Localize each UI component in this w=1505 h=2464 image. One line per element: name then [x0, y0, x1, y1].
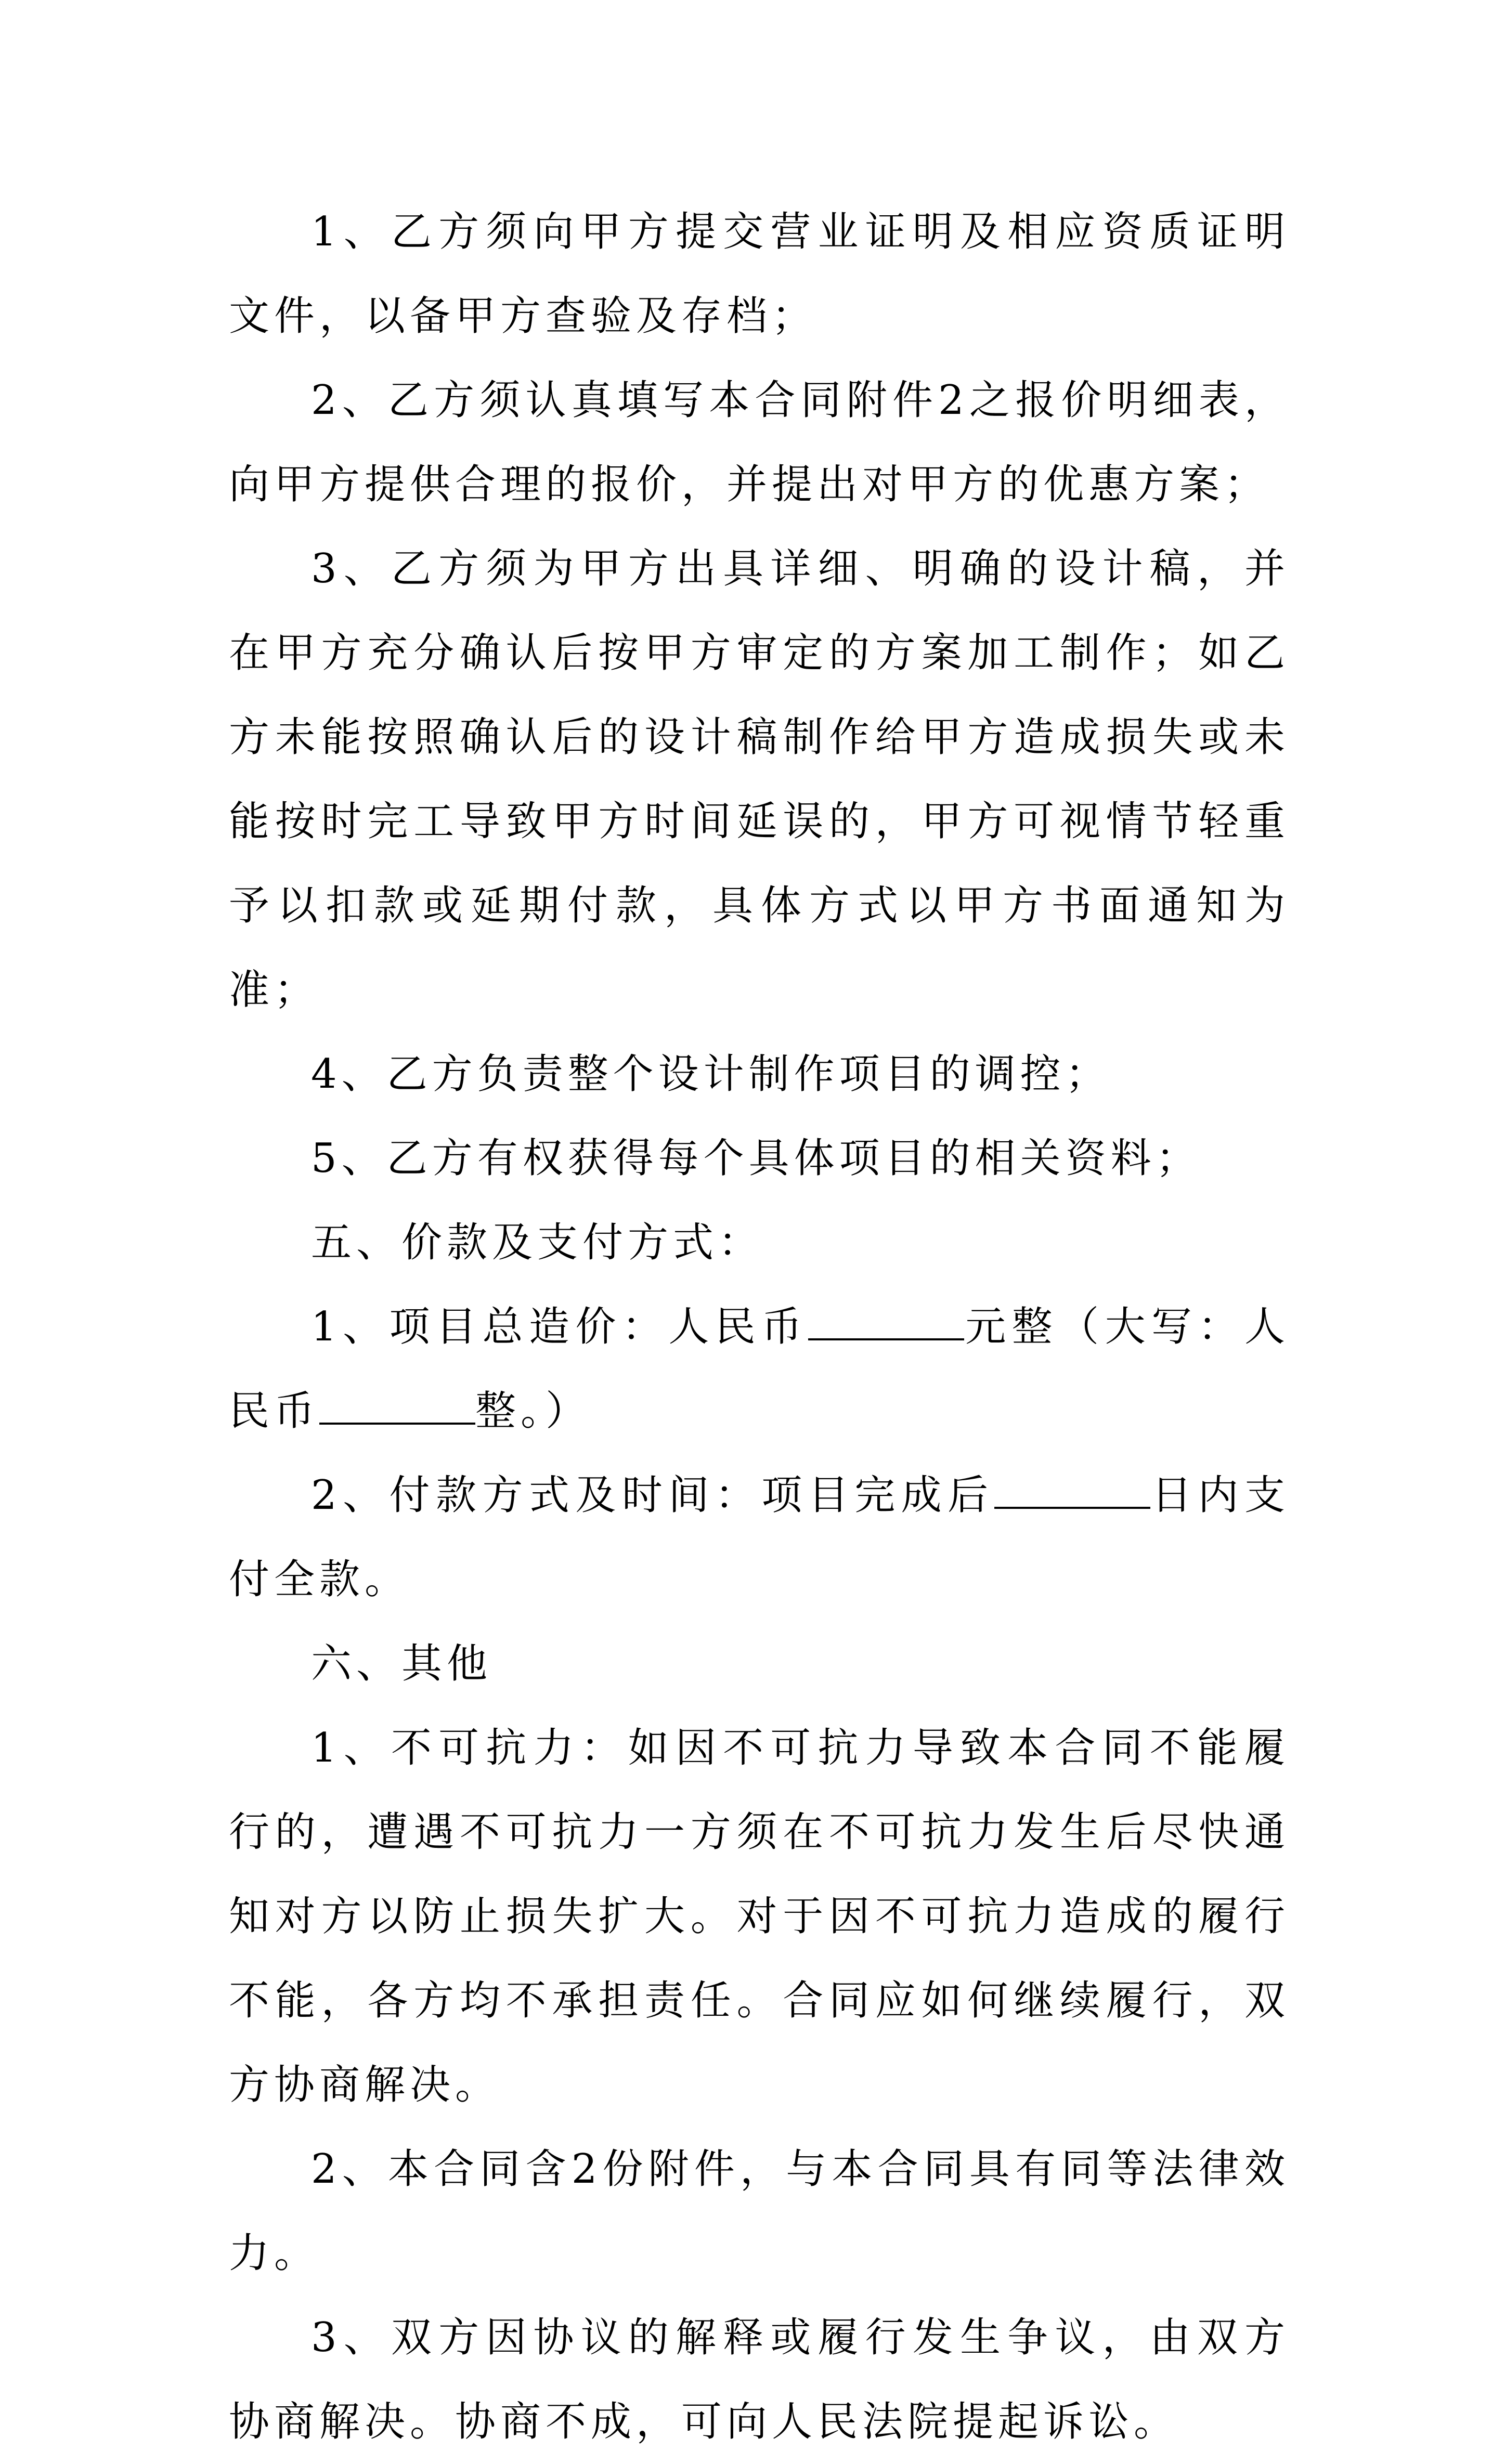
payment-total-clause [229, 1285, 1290, 1453]
section-6-heading: 六、其他 [311, 1640, 492, 1687]
other-clause-3-disputes: 3、双方因协议的解释或履行发生争议，由双方协商解决。协商不成，可向人民法院提起诉讼。 [229, 2314, 1290, 2445]
payment-total-prefix: 1、项目总造价：人民币 [311, 1303, 808, 1350]
payment-method-suffix: 日内支付全款。 [229, 1472, 1290, 1603]
clause-4-project-control: 4、乙方负责整个设计制作项目的调控； [311, 1051, 1111, 1098]
other-clause-2-attachments: 2、本合同含2份附件，与本合同具有同等法律效力。 [229, 2146, 1290, 2277]
payment-method-clause [229, 1453, 1290, 1622]
clause-5-project-materials: 5、乙方有权获得每个具体项目的相关资料； [311, 1135, 1201, 1182]
payment-total-middle: 元整（大写：人民币 [229, 1303, 1290, 1435]
clause-2-quotation: 2、乙方须认真填写本合同附件2之报价明细表，向甲方提供合理的报价，并提出对甲方的优惠方案； [229, 377, 1290, 508]
other-clause-1-force-majeure: 1、不可抗力：如因不可抗力导致本合同不能履行的，遭遇不可抗力一方须在不可抗力发生后尽快通知对方以防止损失扩大。对于因不可抗力造成的履行不能，各方均不承担责任。合同应如何继续履行，双方协商解决。 [229, 1725, 1290, 2108]
payment-total-suffix: 整。） [475, 1388, 591, 1435]
payment-amount-blank [808, 1305, 964, 1340]
clause-1-submit-certificates: 1、乙方须向甲方提交营业证明及相应资质证明文件，以备甲方查验及存档； [229, 208, 1290, 340]
section-5-heading: 五、价款及支付方式： [311, 1219, 764, 1266]
document-body [229, 190, 1290, 2464]
payment-days-blank [994, 1474, 1150, 1509]
payment-amount-uppercase-blank [319, 1389, 475, 1425]
payment-method-prefix: 2、付款方式及时间：项目完成后 [311, 1472, 994, 1519]
clause-3-design-draft: 3、乙方须为甲方出具详细、明确的设计稿，并在甲方充分确认后按甲方审定的方案加工制作；如乙方未能按照确认后的设计稿制作给甲方造成损失或未能按时完工导致甲方时间延误的，甲方可视情节轻重予以扣款或延期付款，具体方式以甲方书面通知为准； [229, 545, 1290, 1013]
